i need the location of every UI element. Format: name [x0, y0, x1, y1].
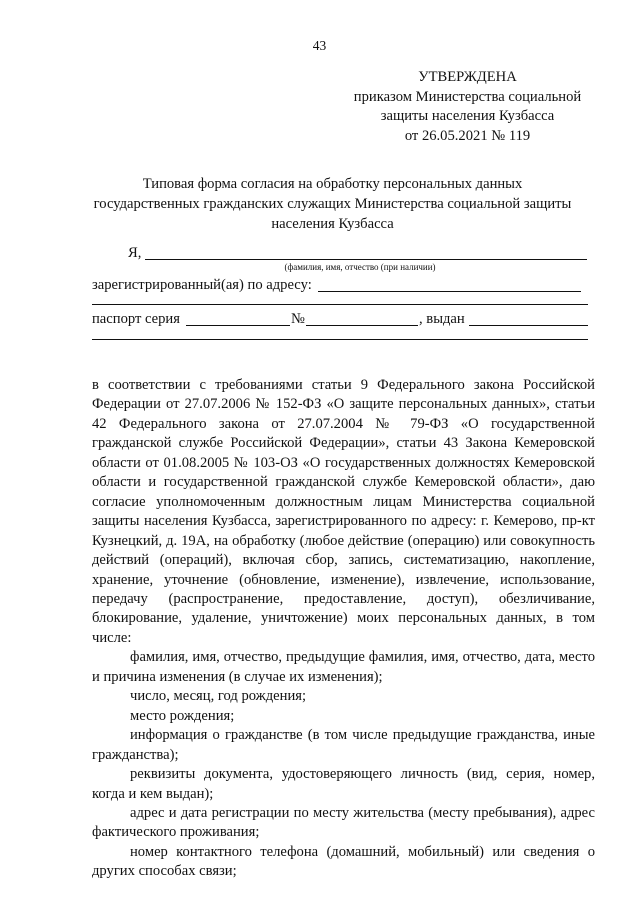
- name-field[interactable]: [145, 244, 587, 260]
- data-item: фамилия, имя, отчество, предыдущие фамилия, имя, отчество, дата, место и причина изменения (в случае их изменения);: [92, 649, 595, 685]
- issued-label: , выдан: [419, 311, 465, 327]
- data-item: адрес и дата регистрации по месту жительства (месту пребывания), адрес фактического проживания;: [92, 804, 595, 841]
- data-item: информация о гражданстве (в том числе предыдущие гражданства, иные гражданства);: [92, 727, 595, 763]
- name-caption: (фамилия, имя, отчество (при наличии): [284, 262, 436, 272]
- consent-intro: в соответствии с требованиями статьи 9 Федерального закона Российской Федерации от 27.07.2006 № 152-ФЗ «О защите персональных данных», статьи 42 Федерального закона от 27.07.2004 № 79-ФЗ «О государственной гражданской службе Российской Федерации», статьи 43 Закона Кемеровской области от 01.08.2005 № 103-ОЗ «О государственных должностях Кемеровской области и государственной гражданской службе Кемеровской области», даю согласие уполномоченным должностным лицам Министерства социальной защиты населения Кузбасса, зарегистрированного по адресу: г. Кемерово, пр-кт Кузнецкий, д. 19А, на обработку (любое действие (операцию) или совокупность действий (операций), включая сбор, запись, систематизацию, накопление, хранение, уточнение (обновление, изменение), извлечение, использование, передачу (распространение, предоставление, доступ), обезличивание, блокирование, удаление, уничтожение) моих персональных данных, в том числе:: [92, 377, 595, 646]
- approval-block: [330, 68, 605, 146]
- approval-line: защиты населения Кузбасса: [380, 108, 555, 124]
- data-item: номер контактного телефона (домашний, мобильный) или сведения о других способах связи;: [92, 843, 595, 880]
- i-label: Я,: [128, 245, 142, 261]
- approval-line: от 26.05.2021 № 119: [404, 127, 531, 144]
- address-label: зарегистрированный(ая) по адресу:: [92, 277, 312, 293]
- title-line: Типовая форма согласия на обработку персональных данных: [142, 176, 523, 192]
- passport-number-label: №: [291, 311, 305, 327]
- data-item: реквизиты документа, удостоверяющего личность (вид, серия, номер, когда и кем выдан);: [92, 766, 595, 802]
- consent-body: [92, 376, 595, 882]
- data-item: место рождения;: [130, 707, 235, 724]
- approval-heading: УТВЕРЖДЕНА: [418, 69, 517, 85]
- document-title: [80, 174, 585, 234]
- name-row: [128, 243, 141, 263]
- issued-by-field-continued[interactable]: [92, 324, 588, 340]
- passport-series-label: паспорт серия: [92, 311, 180, 327]
- title-line: государственных гражданских служащих Министерства социальной защиты: [93, 196, 572, 212]
- address-field-continued[interactable]: [92, 289, 588, 305]
- page-number: 43: [312, 38, 327, 53]
- approval-line: приказом Министерства социальной: [353, 88, 582, 105]
- title-line: населения Кузбасса: [271, 216, 394, 232]
- data-item: число, месяц, год рождения;: [130, 688, 307, 705]
